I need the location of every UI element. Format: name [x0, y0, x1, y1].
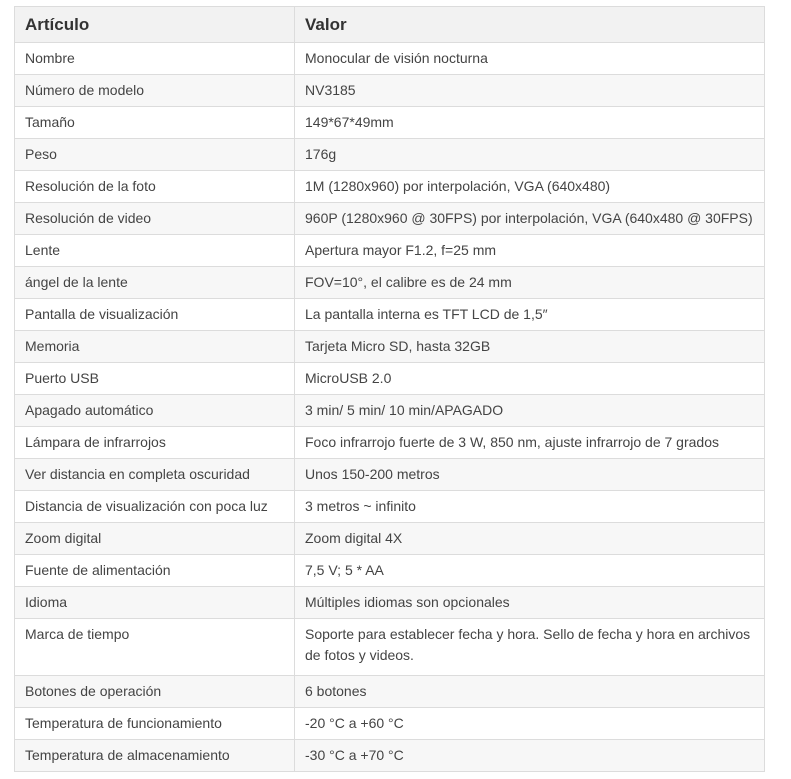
table-row [15, 43, 765, 75]
table-row [15, 171, 765, 203]
table-row [15, 676, 765, 708]
table-row [15, 619, 765, 676]
row-item-cell: Ver distancia en completa oscuridad [15, 459, 295, 491]
row-item-cell: Fuente de alimentación [15, 555, 295, 587]
row-value-cell: Apertura mayor F1.2, f=25 mm [295, 235, 765, 267]
row-item-cell: Lente [15, 235, 295, 267]
column-header-item: Artículo [15, 7, 295, 43]
row-value-cell: Soporte para establecer fecha y hora. Sello de fecha y hora en archivos de fotos y videos. [295, 619, 765, 676]
table-row [15, 107, 765, 139]
row-value-cell: 3 min/ 5 min/ 10 min/APAGADO [295, 395, 765, 427]
row-item-cell: Resolución de la foto [15, 171, 295, 203]
row-value-cell: MicroUSB 2.0 [295, 363, 765, 395]
row-item-cell: Idioma [15, 587, 295, 619]
row-value-cell: Monocular de visión nocturna [295, 43, 765, 75]
table-row [15, 708, 765, 740]
row-value-cell: FOV=10°, el calibre es de 24 mm [295, 267, 765, 299]
table-body [15, 43, 765, 772]
row-item-cell: Temperatura de funcionamiento [15, 708, 295, 740]
row-value-cell: Zoom digital 4X [295, 523, 765, 555]
table-row [15, 203, 765, 235]
row-value-cell: 3 metros ~ infinito [295, 491, 765, 523]
table-row [15, 491, 765, 523]
row-item-cell: Pantalla de visualización [15, 299, 295, 331]
column-header-value: Valor [295, 7, 765, 43]
table-row [15, 459, 765, 491]
row-item-cell: Distancia de visualización con poca luz [15, 491, 295, 523]
row-value-cell: Tarjeta Micro SD, hasta 32GB [295, 331, 765, 363]
table-row [15, 267, 765, 299]
row-item-cell: Número de modelo [15, 75, 295, 107]
table-row [15, 587, 765, 619]
table-row [15, 395, 765, 427]
table-row [15, 523, 765, 555]
row-item-cell: Botones de operación [15, 676, 295, 708]
table-row [15, 75, 765, 107]
spec-table [14, 6, 765, 772]
row-value-cell: Foco infrarrojo fuerte de 3 W, 850 nm, ajuste infrarrojo de 7 grados [295, 427, 765, 459]
row-value-cell: 176g [295, 139, 765, 171]
table-row [15, 363, 765, 395]
row-value-cell: -30 °C a +70 °C [295, 740, 765, 772]
row-value-cell: Múltiples idiomas son opcionales [295, 587, 765, 619]
table-row [15, 427, 765, 459]
table-row [15, 740, 765, 772]
row-value-cell: 6 botones [295, 676, 765, 708]
row-item-cell: Apagado automático [15, 395, 295, 427]
table-row [15, 299, 765, 331]
row-value-cell: NV3185 [295, 75, 765, 107]
table-row [15, 331, 765, 363]
row-item-cell: Tamaño [15, 107, 295, 139]
row-item-cell: Marca de tiempo [15, 619, 295, 676]
row-item-cell: Memoria [15, 331, 295, 363]
row-value-cell: 960P (1280x960 @ 30FPS) por interpolación, VGA (640x480 @ 30FPS) [295, 203, 765, 235]
row-item-cell: Peso [15, 139, 295, 171]
row-value-cell: 149*67*49mm [295, 107, 765, 139]
row-value-cell: La pantalla interna es TFT LCD de 1,5″ [295, 299, 765, 331]
row-value-cell: 7,5 V; 5 * AA [295, 555, 765, 587]
row-value-cell: Unos 150-200 metros [295, 459, 765, 491]
row-item-cell: Puerto USB [15, 363, 295, 395]
row-value-cell: 1M (1280x960) por interpolación, VGA (640x480) [295, 171, 765, 203]
row-item-cell: ángel de la lente [15, 267, 295, 299]
row-item-cell: Temperatura de almacenamiento [15, 740, 295, 772]
table-row [15, 235, 765, 267]
table-row [15, 139, 765, 171]
row-item-cell: Lámpara de infrarrojos [15, 427, 295, 459]
row-item-cell: Zoom digital [15, 523, 295, 555]
row-item-cell: Resolución de video [15, 203, 295, 235]
row-item-cell: Nombre [15, 43, 295, 75]
row-value-cell: -20 °C a +60 °C [295, 708, 765, 740]
table-header-row [15, 7, 765, 43]
table-row [15, 555, 765, 587]
